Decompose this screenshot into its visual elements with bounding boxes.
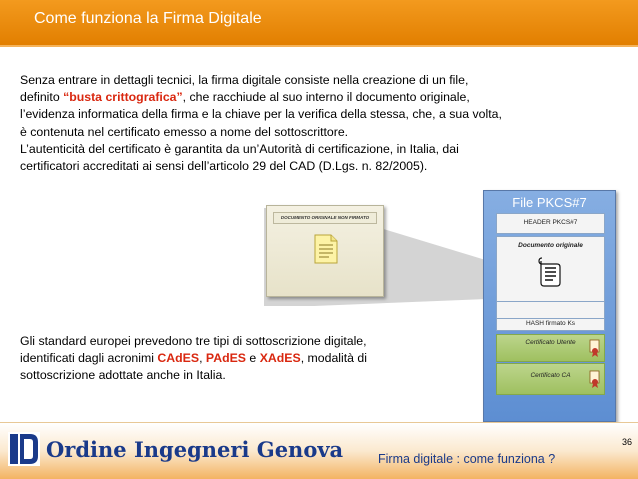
cades-acronym: CAdES: [157, 351, 200, 366]
ca-certificate-label: Certificato CA: [530, 372, 571, 379]
user-certificate-box: [496, 334, 605, 362]
original-document-box: [496, 236, 605, 302]
hash-signed-label-box: [496, 319, 605, 331]
xades-acronym: XAdES: [259, 351, 301, 366]
header-pkcs7-box: [496, 213, 605, 234]
header-pkcs7-label: HEADER PKCS#7: [523, 219, 578, 226]
ordine-logo-icon: [8, 432, 40, 466]
intro-text: definito: [20, 90, 64, 105]
intro-line: L’autenticità del certificato è garantita da un’Autorità di certificazione, in Italia, dai: [20, 141, 459, 156]
original-document-label: Documento originale: [518, 242, 583, 249]
standards-text: ,: [199, 351, 206, 366]
standards-line: [20, 350, 440, 367]
intro-line: certificatori accreditati ai sensi dell’articolo 29 del CAD (D.Lgs. n. 82/2005).: [20, 159, 428, 174]
ca-certificate-box: [496, 363, 605, 395]
standards-text: e: [246, 351, 260, 366]
standards-line: sottoscrizione adottate anche in Italia.: [20, 368, 226, 383]
header-divider: [0, 45, 638, 47]
intro-line: Senza entrare in dettagli tecnici, la firma digitale consiste nella creazione di un file,: [20, 73, 469, 87]
unsigned-document-label: DOCUMENTO ORIGINALE NON FIRMATO: [273, 212, 377, 224]
intro-line: [20, 89, 620, 106]
unsigned-document-card: [266, 205, 384, 297]
organization-name: Ordine Ingegneri Genova: [46, 437, 344, 462]
pkcs7-title: File PKCS#7: [512, 195, 587, 210]
hash-signed-label: HASH firmato Ks: [525, 320, 576, 327]
certificate-seal-icon: [589, 370, 601, 388]
standards-line: Gli standard europei prevedono tre tipi di sottoscrizione digitale,: [20, 334, 367, 348]
intro-paragraph: [20, 72, 620, 175]
slide-title: Come funziona la Firma Digitale: [34, 10, 262, 27]
standards-text: , modalità di: [300, 351, 368, 366]
certificate-seal-icon: [589, 339, 601, 357]
scroll-document-icon: [537, 255, 563, 289]
standards-paragraph: [20, 333, 440, 385]
intro-line: è contenuta nel certificato emesso a nome del sottoscrittore.: [20, 124, 349, 139]
intro-text: , che racchiude al suo interno il documento originale,: [182, 90, 470, 105]
pades-acronym: PAdES: [205, 351, 247, 366]
standards-text: identificati dagli acronimi: [20, 351, 158, 366]
user-certificate-label: Certificato Utente: [525, 339, 576, 346]
page-number: 36: [621, 437, 632, 447]
intro-line: l’evidenza informatica della firma e la chiave per la verifica della stessa, che, a sua volta,: [20, 107, 502, 122]
busta-crittografica-highlight: “busta crittografica”: [63, 90, 183, 105]
footer-subject: Firma digitale : come funziona ?: [378, 452, 556, 466]
hash-signed-box: [496, 301, 605, 319]
document-icon: [314, 234, 338, 264]
pkcs7-file-container: [483, 190, 616, 422]
